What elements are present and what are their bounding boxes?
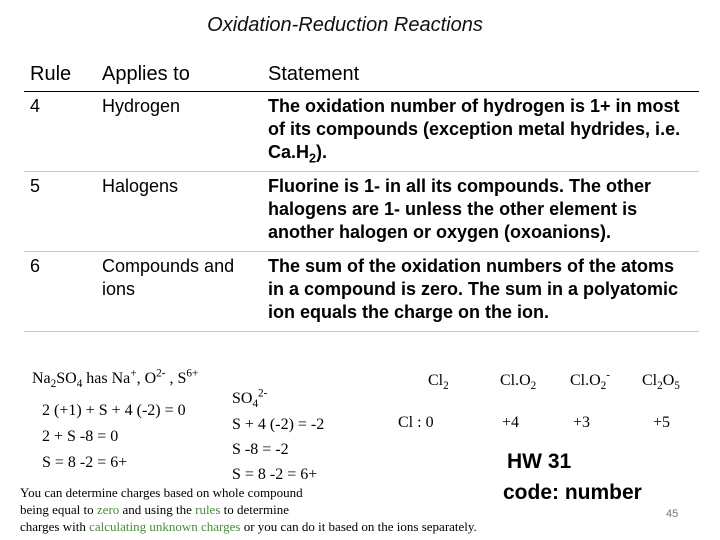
compound-formula: $Cl.O_2$	[500, 372, 537, 393]
hw-code: code: number	[503, 481, 642, 504]
compound-charge: +3	[573, 414, 591, 431]
compound-charge: Cl : 0	[398, 414, 434, 431]
rule-number: 6	[30, 256, 41, 276]
slide-title: Oxidation-Reduction Reactions	[207, 14, 483, 36]
header-statement: Statement	[268, 62, 360, 85]
calc-line: S = 8 -2 = 6+	[232, 466, 318, 483]
statement: Fluorine is 1- in all its compounds. The other halogens are 1- unless the other element is another halogen or oxygen (oxoanions).	[268, 176, 652, 242]
compound-charge: +5	[653, 414, 671, 431]
compound-formula: $Cl_2O_5$	[642, 372, 680, 393]
applies-to: Halogens	[102, 176, 179, 196]
hw-label: HW 31	[507, 450, 572, 473]
statement-end: ).	[316, 142, 328, 162]
applies-to: Hydrogen	[102, 96, 181, 116]
compound-formula: $Cl.O_2^-$	[570, 369, 610, 393]
note-highlight: calculating unknown charges	[89, 519, 241, 534]
compound-charge: +4	[502, 414, 520, 431]
statement: The sum of the oxidation numbers of the atoms in a compound is zero. The sum in a polyatomic ion equals the charge on the ion.	[268, 256, 679, 322]
na2so4-heading: $Na_2SO_4$ has Na+, $O^{2-}$ , $S^{6+}$	[32, 367, 199, 391]
table-row	[24, 92, 699, 172]
table-header-row	[24, 56, 699, 92]
table-row	[24, 252, 699, 332]
note-line: being equal to zero and using the rules to determine	[20, 502, 289, 517]
rule-number: 5	[30, 176, 41, 196]
note-highlight: zero	[96, 502, 120, 517]
calc-line: S -8 = -2	[232, 441, 289, 458]
statement-text: The oxidation number of hydrogen is 1+ in most of its compounds (exception metal hydrides, i.e. Ca.H	[268, 96, 681, 162]
note-highlight: rules	[195, 502, 221, 517]
note-line: charges with calculating unknown charges or you can do it based on the ions separately.	[20, 519, 477, 534]
so4-ion: $SO_4^{2-}$	[232, 387, 268, 411]
calc-line: 2 (+1) + S + 4 (-2) = 0	[42, 402, 186, 419]
calc-line: S + 4 (-2) = -2	[232, 416, 325, 433]
calc-line: S = 8 -2 = 6+	[42, 454, 128, 471]
header-applies-to: Applies to	[102, 62, 190, 85]
applies-to: Compounds and ions	[102, 256, 235, 299]
note-line: You can determine charges based on whole compound	[20, 485, 303, 500]
table-row	[24, 172, 699, 252]
rules-table	[24, 56, 699, 332]
statement	[262, 92, 699, 172]
page-number: 45	[666, 508, 679, 520]
rule-number: 4	[30, 96, 41, 116]
statement-subscript: 2	[309, 151, 317, 166]
calc-line: 2 + S -8 = 0	[42, 428, 119, 445]
header-rule: Rule	[30, 62, 72, 85]
compound-formula: $Cl_2$	[428, 372, 449, 393]
